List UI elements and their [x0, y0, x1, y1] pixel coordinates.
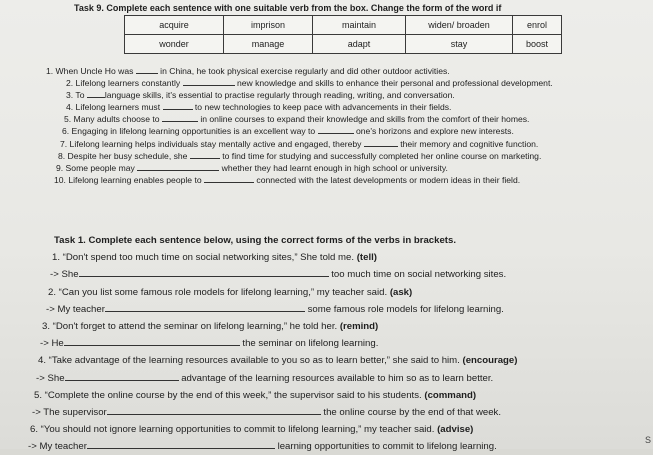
sentence: 5. Many adults choose to in online courses to expand their knowledge and skills from the comfort of their homes.: [64, 114, 530, 125]
task9-sentences: [46, 65, 653, 186]
answer-blank[interactable]: [163, 101, 193, 110]
answer-line: -> She too much time on social networking sites.: [50, 269, 507, 281]
task1-title: Task 1. Complete each sentence below, using the correct forms of the verbs in brackets.: [54, 235, 456, 246]
question: 4. “Take advantage of the learning resources available to you so as to learn better,” she said to him. (encourage): [38, 355, 518, 367]
sentence: 9. Some people may whether they had learnt enough in high school or university.: [56, 162, 448, 173]
answer-blank[interactable]: [87, 89, 105, 98]
task1-section: [22, 232, 653, 455]
answer-blank[interactable]: [87, 440, 275, 449]
word-cell: manage: [224, 35, 313, 54]
question: 3. “Don't forget to attend the seminar on lifelong learning,” he told her. (remind): [42, 320, 379, 332]
sentence: 4. Lifelong learners must to new technologies to keep pace with advancements in their fields.: [66, 102, 452, 113]
answer-blank[interactable]: [364, 138, 398, 147]
word-cell: widen/ broaden: [406, 16, 513, 35]
word-cell: imprison: [224, 16, 313, 35]
sentence: 7. Lifelong learning helps individuals stay mentally active and engaged, thereby their memory and cognitive function.: [60, 138, 539, 149]
sentence: 8. Despite her busy schedule, she to find time for studying and successfully completed her online course on marketing.: [58, 150, 542, 161]
answer-blank[interactable]: [162, 113, 198, 122]
answer-blank[interactable]: [105, 303, 305, 312]
answer-line: -> He the seminar on lifelong learning.: [40, 338, 379, 350]
word-cell: acquire: [125, 16, 224, 35]
word-cell: wonder: [125, 35, 224, 54]
question: 1. “Don't spend too much time on social networking sites,” She told me. (tell): [52, 252, 377, 264]
answer-line: -> The supervisor the online course by the end of that week.: [32, 406, 502, 418]
answer-blank[interactable]: [318, 125, 354, 134]
sentence: 2. Lifelong learners constantly new knowledge and skills to enhance their personal and professional development.: [66, 78, 553, 89]
answer-line: -> My teacher learning opportunities to commit to lifelong learning.: [28, 441, 497, 453]
word-cell: adapt: [313, 35, 406, 54]
answer-blank[interactable]: [190, 150, 220, 159]
word-box-row: [125, 35, 562, 54]
answer-blank[interactable]: [79, 268, 329, 277]
sentence: 1. When Uncle Ho was in China, he took physical exercise regularly and did other outdoor activities.: [46, 66, 450, 76]
word-box: [124, 15, 562, 54]
answer-blank[interactable]: [204, 174, 254, 183]
word-cell: boost: [513, 35, 562, 54]
answer-blank[interactable]: [137, 162, 219, 171]
question: 6. “You should not ignore learning opportunities to commit to lifelong learning,” my teacher said. (advise): [30, 424, 474, 436]
question: 5. “Complete the online course by the end of this week,” the supervisor said to his students. (command): [34, 389, 477, 401]
sentence: 6. Engaging in lifelong learning opportunities is an excellent way to one's horizons and explore new interests.: [62, 126, 514, 137]
word-cell: enrol: [513, 16, 562, 35]
question: 2. “Can you list some famous role models for lifelong learning,” my teacher said. (ask): [48, 286, 413, 298]
word-cell: stay: [406, 35, 513, 54]
answer-blank[interactable]: [136, 65, 158, 74]
word-cell: maintain: [313, 16, 406, 35]
answer-blank[interactable]: [183, 77, 235, 86]
answer-blank[interactable]: [65, 372, 179, 381]
answer-line: -> My teacher some famous role models for lifelong learning.: [46, 303, 504, 315]
page-edge-mark: S: [644, 435, 651, 445]
word-box-row: [125, 16, 562, 35]
task9-title: Task 9. Complete each sentence with one suitable verb from the box. Change the form of the word if: [74, 3, 502, 13]
answer-line: -> She advantage of the learning resources available to him so as to learn better.: [36, 372, 494, 384]
sentence: 10. Lifelong learning enables people to connected with the latest developments or modern ideas in their field.: [54, 174, 521, 185]
sentence: 3. To language skills, it's essential to practise regularly through reading, writing, and conversation.: [66, 90, 455, 101]
answer-blank[interactable]: [107, 406, 321, 415]
answer-blank[interactable]: [64, 337, 240, 346]
